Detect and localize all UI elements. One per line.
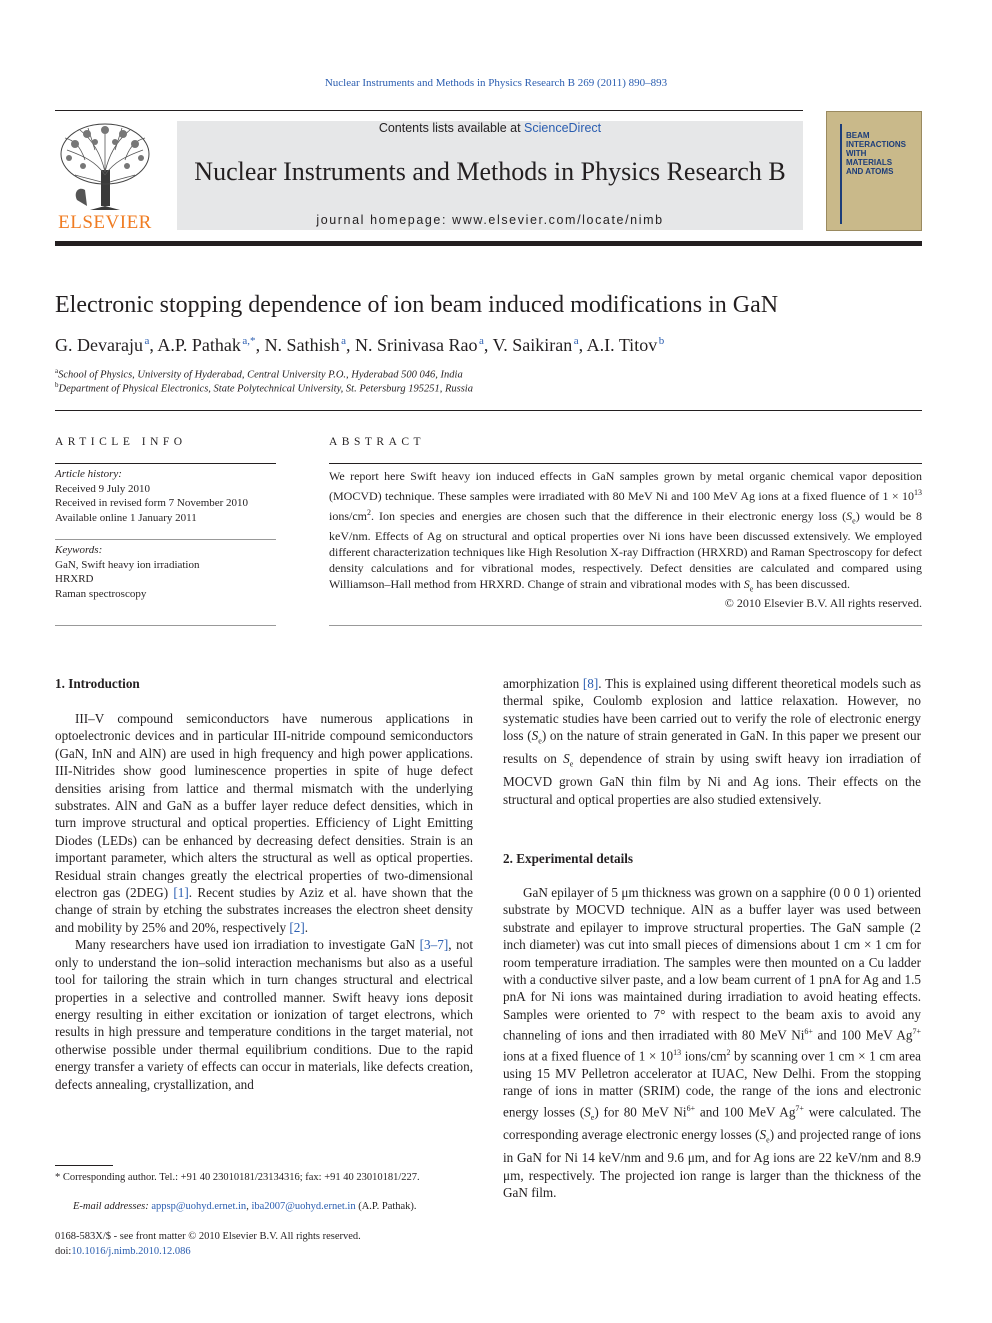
author-name[interactable]: G. Devaraju bbox=[55, 335, 143, 355]
exponent-sup: 13 bbox=[673, 1048, 682, 1058]
author-sup[interactable]: a bbox=[573, 335, 579, 347]
keywords-label: Keywords: bbox=[55, 544, 103, 556]
se-sub: e bbox=[538, 736, 542, 746]
journal-banner bbox=[177, 121, 803, 230]
author-sup[interactable]: a,* bbox=[242, 335, 256, 347]
intro-body bbox=[55, 710, 473, 1093]
author-name[interactable]: N. Sathish bbox=[264, 335, 340, 355]
reference-link[interactable]: [8] bbox=[582, 676, 599, 691]
history-item: Received in revised form 7 November 2010 bbox=[55, 497, 249, 509]
article-info-heading: ARTICLE INFO bbox=[55, 436, 187, 448]
text-run: ) for 80 MeV Ni bbox=[594, 1104, 687, 1120]
header-thick-rule bbox=[55, 241, 922, 246]
text-run: by scanning over 1 cm × 1 cm area using 15 MV Pelletron accelerator at IUAC, New Delhi. From the stopping range of ions in matter (SRIM) code, the range of the ions and electronic energy losses ( bbox=[503, 1048, 921, 1120]
se-symbol: S bbox=[743, 576, 750, 591]
affiliation bbox=[55, 367, 935, 381]
text-run: III–V compound semiconductors have numerous applications in optoelectronic devices and in particular III-nitride compound semiconductors (GaN, InN and AlN) are used in high frequency and high power applications. III-Nitrides show good luminescence properties in spite of huge defect densities arising from lattice and thermal mismatch with the underlying substrates. AlN and GaN as a buffer layer reduce defect densities, which in turn improve structural and optical properties. Efficiency of Light Emitting Diodes (LEDs) can be enhanced by decreasing defect densities. Strain is an important parameter, which alters the structural as well as optical properties. Residual strain changes greatly the electrical properties of two-dimensional electron gas (2DEG) bbox=[55, 711, 473, 901]
tree-logo-icon bbox=[55, 120, 155, 212]
author-sup[interactable]: a bbox=[341, 335, 346, 347]
keyword-item: HRXRD bbox=[55, 573, 94, 585]
publisher-logo[interactable] bbox=[55, 120, 155, 232]
text-run: . bbox=[304, 919, 309, 935]
paragraph bbox=[55, 710, 473, 936]
doi-line bbox=[55, 1245, 495, 1260]
elsevier-wordmark: ELSEVIER bbox=[58, 212, 152, 233]
history-label: Article history: bbox=[55, 468, 122, 480]
front-matter-line: 0168-583X/$ - see front matter © 2010 Elsevier B.V. All rights reserved. bbox=[55, 1231, 361, 1242]
author-sup[interactable]: a bbox=[478, 335, 484, 347]
author-name[interactable]: A.I. Titov bbox=[586, 335, 658, 355]
email-link[interactable]: appsp@uohyd.ernet.in bbox=[151, 1201, 247, 1212]
email-link[interactable]: iba2007@uohyd.ernet.in bbox=[251, 1201, 356, 1212]
affiliation-rule bbox=[55, 410, 922, 411]
cover-line: INTERACTIONS bbox=[846, 140, 906, 149]
charge-sup: 6+ bbox=[804, 1027, 813, 1037]
text-run: ions at a fixed fluence of 1 × 10 bbox=[503, 1048, 674, 1064]
text-run: Many researchers have used ion irradiation to investigate GaN bbox=[75, 937, 420, 953]
text-run: were calculated. The corresponding average electronic energy losses ( bbox=[503, 1104, 921, 1143]
affiliation-sup: b bbox=[55, 381, 59, 389]
keywords bbox=[55, 543, 275, 601]
email-label: E-mail addresses: bbox=[73, 1201, 152, 1212]
affiliation-text: School of Physics, University of Hyderabad, Central University P.O., Hyderabad 500 046, India bbox=[58, 369, 463, 381]
abstract-copyright: © 2010 Elsevier B.V. All rights reserved. bbox=[724, 596, 922, 610]
text-run: and 100 MeV Ag bbox=[695, 1104, 796, 1120]
charge-sup: 7+ bbox=[912, 1027, 922, 1037]
author-sup[interactable]: a bbox=[144, 335, 150, 347]
corresponding-footnote: * Corresponding author. Tel.: +91 40 23010181/23134316; fax: +91 40 23010181/227. bbox=[55, 1172, 420, 1183]
se-symbol: S bbox=[531, 728, 539, 744]
keyword-item: Raman spectroscopy bbox=[55, 587, 147, 600]
affiliation bbox=[55, 381, 935, 395]
paragraph bbox=[503, 884, 921, 1201]
se-symbol: S bbox=[563, 751, 570, 767]
cover-line: AND ATOMS bbox=[846, 167, 894, 176]
paragraph bbox=[503, 675, 921, 808]
text-run: GaN epilayer of 5 μm thickness was grown on a sapphire (0 0 0 1) oriented substrate by MOCVD technique. AlN as a buffer layer was used between substrate and epilayer to improve structural properties. The GaN sample (2 inch diameter) was cut into small pieces of dimensions about 1 cm × 1 cm for room temperature irradiation. The samples were then mounted on a Cu ladder with a conductive silver paste, and a low beam current of 1 pnA for Ag and 1.5 pnA for Ni ions was maintained during irradiation to avoid heating effects. Samples were oriented to 7° with respect to the beam axis to avoid any channeling of ions and then irradiated with 80 MeV Ni bbox=[503, 885, 921, 1043]
author-name[interactable]: N. Srinivasa Rao bbox=[354, 335, 478, 355]
abstract-part: has been discussed. bbox=[753, 576, 851, 591]
affiliation-text: Department of Physical Electronics, State Polytechnical University, St. Petersburg 195251, Russia bbox=[58, 383, 473, 395]
doi-prefix: doi: bbox=[55, 1245, 72, 1257]
journal-cover-thumbnail[interactable] bbox=[826, 111, 922, 231]
intro-continued bbox=[503, 675, 921, 808]
front-matter bbox=[55, 1230, 495, 1259]
footnote-rule bbox=[55, 1165, 113, 1166]
article-history bbox=[55, 467, 275, 525]
author-name[interactable]: V. Saikiran bbox=[492, 335, 573, 355]
text-run: and 100 MeV Ag bbox=[812, 1027, 913, 1043]
abstract-sup: 2 bbox=[367, 507, 371, 517]
info-rule bbox=[55, 625, 276, 626]
email-tail: (A.P. Pathak). bbox=[355, 1201, 417, 1212]
abstract-rule bbox=[329, 625, 922, 626]
contents-prefix: Contents lists available at bbox=[378, 121, 525, 135]
author-name[interactable]: A.P. Pathak bbox=[157, 335, 241, 355]
abstract-rule bbox=[329, 463, 922, 464]
cover-title bbox=[846, 131, 906, 176]
history-item: Received 9 July 2010 bbox=[55, 482, 151, 495]
keyword-item: GaN, Swift heavy ion irradiation bbox=[55, 558, 200, 571]
se-symbol: S bbox=[584, 1104, 591, 1120]
info-rule bbox=[55, 463, 276, 464]
charge-sup: 6+ bbox=[686, 1103, 696, 1113]
history-item: Available online 1 January 2011 bbox=[55, 511, 197, 524]
affiliation-sup: a bbox=[55, 367, 59, 375]
journal-title: Nuclear Instruments and Methods in Physics Research B bbox=[194, 157, 786, 186]
se-sub: e bbox=[590, 1112, 595, 1122]
reference-link[interactable]: [1] bbox=[173, 885, 189, 901]
abstract-heading: ABSTRACT bbox=[329, 436, 426, 448]
text-run: . Recent studies by Aziz et al. have shown that the change of strain by etching the substrates increases the electron sheet density and mobility by 25% and 20%, respectively bbox=[55, 885, 473, 935]
cover-line: WITH bbox=[846, 149, 867, 158]
text-run: . This is explained using different theoretical models such as thermal spike, Coulomb explosion and lattice relaxation. However, no systematic studies have been carried out to verify the role of electronic energy loss ( bbox=[503, 676, 922, 744]
text-run: amorphization bbox=[503, 676, 583, 691]
experimental-body bbox=[503, 884, 921, 1201]
info-rule bbox=[55, 539, 276, 540]
reference-link[interactable]: [3–7] bbox=[419, 937, 449, 953]
se-sub: e bbox=[766, 1135, 770, 1145]
sciencedirect-link[interactable]: ScienceDirect bbox=[524, 121, 602, 135]
cover-line: MATERIALS bbox=[846, 158, 893, 167]
author-list: G. Devaraju $^a$, A.P. Pathak $^{a,*}$, N. Sathish $^a$, N. Srinivasa Rao $^a$, V. Saikiran $^a$, A.I. Titov $^b$ bbox=[55, 335, 665, 355]
abstract-part: ions/cm bbox=[329, 508, 367, 523]
se-sub: e bbox=[749, 584, 754, 594]
email-footnote bbox=[55, 1200, 473, 1215]
cover-bar bbox=[840, 124, 842, 224]
text-run: ) and projected range of ions in GaN for Ni 14 keV/nm and 9.6 μm, and for Ag ions are 22 keV/nm and 8.9 μm, respectively. The projected ion range is larger than the thickness of the GaN film. bbox=[503, 1127, 921, 1200]
top-rule bbox=[55, 110, 803, 111]
abstract-part: ) would be 8 keV/nm. Effects of Ag on structural and optical properties over Ni ions have been discussed extensively. We employed different characterization techniques like High Resolution X-ray Diffraction (HRXRD) and Raman Spectroscopy for defect density calculations and for vibrational modes, respectively. Defect densities are calculated and compared using Williamson–Hall method from HRXRD. Change of strain and vibrational modes with bbox=[329, 508, 922, 591]
contents-line bbox=[177, 121, 803, 135]
se-symbol: S bbox=[759, 1127, 767, 1143]
paragraph bbox=[55, 936, 473, 1093]
journal-homepage[interactable]: journal homepage: www.elsevier.com/locate/nimb bbox=[316, 213, 664, 227]
abstract-text bbox=[329, 469, 922, 597]
cover-line: BEAM bbox=[846, 131, 870, 140]
reference-link[interactable]: [2] bbox=[289, 919, 305, 935]
doi-link[interactable]: 10.1016/j.nimb.2010.12.086 bbox=[71, 1245, 191, 1257]
section-heading-intro: 1. Introduction bbox=[55, 676, 140, 691]
se-symbol: S bbox=[846, 508, 853, 523]
charge-sup: 7+ bbox=[795, 1103, 804, 1113]
email-sep: , bbox=[246, 1201, 252, 1212]
text-run: dependence of strain by using swift heavy ion irradiation of MOCVD grown GaN thin film by Ni and Ag ions. Their effects on the structural and optical properties are also studied extensively. bbox=[503, 751, 921, 807]
text-run: , not only to understand the ion–solid interaction mechanisms but also as a useful tool for tailoring the strain which in turn changes structural and electrical properties in a selective and controlled manner. Swift heavy ions deposit energy resulting in either excitation or ionization of target electrons, which results in high pressure and temperature conditions in the target material, not otherwise possible under thermal equilibrium conditions. Due to the rapid energy transfer a variety of effects can occur in materials, like defects creation, defects annealing, crystallization, and bbox=[55, 937, 473, 1092]
author-sup[interactable]: b bbox=[658, 335, 665, 347]
text-run: ) on the nature of strain generated in GaN. In this paper we present our results on bbox=[503, 728, 921, 767]
se-sub: e bbox=[569, 759, 574, 769]
abstract-part: . Ion species and energies are chosen such that the difference in their electronic energy loss ( bbox=[371, 508, 847, 523]
abstract-part: We report here Swift heavy ion induced effects in GaN samples grown by metal organic chemical vapor deposition (MOCVD) technique. These samples were irradiated with 80 MeV Ni and 100 MeV Ag ions at a fixed fluence of 1 × 10 bbox=[329, 469, 922, 503]
section-heading-experimental: 2. Experimental details bbox=[503, 851, 634, 866]
journal-citation[interactable]: Nuclear Instruments and Methods in Physics Research B 269 (2011) 890–893 bbox=[324, 77, 668, 89]
se-sub: e bbox=[852, 516, 856, 526]
text-run: ions/cm bbox=[681, 1048, 727, 1064]
abstract-sup: 13 bbox=[914, 487, 922, 497]
article-title: Electronic stopping dependence of ion beam induced modifications in GaN bbox=[55, 292, 779, 318]
exponent-sup: 2 bbox=[726, 1048, 731, 1058]
